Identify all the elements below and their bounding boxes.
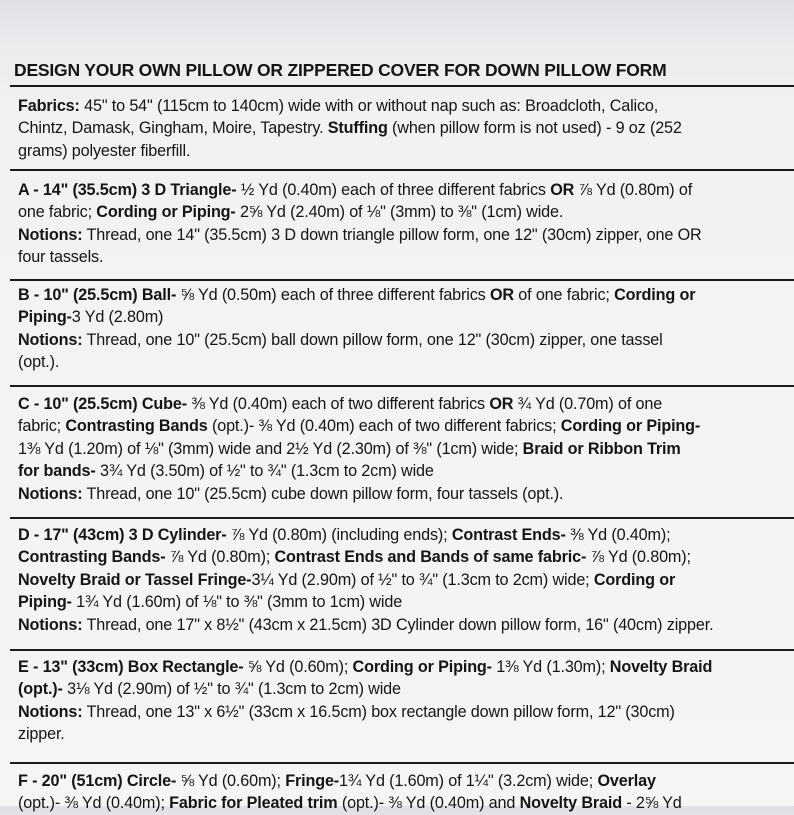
divider-rule [10, 85, 794, 87]
view-c-text: (opt.)- ⅜ Yd (0.40m) each of two different fabrics; [207, 417, 561, 436]
notions-label: Notions: [18, 702, 83, 721]
notions-text: Thread, one 14" (35.5cm) 3 D down triangle pillow form, one 12" (30cm) zipper, one OR [82, 225, 702, 244]
view-e-heading: E - 13" (33cm) Box Rectangle- [18, 658, 244, 676]
view-f-line-2 [18, 792, 790, 814]
divider-rule [10, 279, 794, 281]
view-c-block [18, 393, 790, 505]
fabrics-line-2 [18, 117, 790, 139]
view-c-text: fabric; [18, 417, 66, 436]
piping-label: Piping- [18, 308, 72, 327]
view-e-text: ⅝ Yd (0.60m); [243, 658, 353, 676]
view-a-text: ⅞ Yd (0.80m) of [574, 181, 693, 199]
view-a-block [18, 179, 790, 269]
notions-text: Thread, one 10" (25.5cm) ball down pillow form, one 12" (30cm) zipper, one tassel [82, 330, 663, 349]
view-c-line-4 [18, 460, 790, 482]
view-c-text: ⅜ Yd (0.40m) each of two different fabrics [187, 395, 490, 413]
cording-label: Cording or Piping- [560, 417, 701, 436]
view-d-line-3 [18, 569, 790, 591]
view-e-line-1 [18, 656, 790, 678]
view-f-text: - 2⅝ Yd [621, 794, 682, 813]
view-c-line-1 [18, 393, 790, 415]
cording-label: Cording or Piping- [96, 203, 236, 222]
view-e-block [18, 656, 790, 746]
divider-rule [10, 517, 794, 519]
view-a-heading: A - 14" (35.5cm) 3 D Triangle- [18, 181, 237, 199]
fabrics-text: Chintz, Damask, Gingham, Moire, Tapestry. [18, 119, 328, 138]
view-d-line-4 [18, 591, 790, 613]
view-f-block [18, 770, 790, 815]
view-a-text: 2⅝ Yd (2.40m) of ⅛" (3mm) to ⅜" (1cm) wide. [235, 203, 564, 222]
view-a-line-4 [18, 246, 790, 268]
view-f-heading: F - 20" (51cm) Circle- [18, 772, 177, 790]
divider-rule [10, 169, 794, 171]
view-d-text: ⅞ Yd (0.80m); [165, 548, 275, 567]
view-b-line-4 [18, 351, 790, 373]
notions-label: Notions: [18, 225, 83, 244]
view-c-text: 3¾ Yd (3.50m) of ½" to ¾" (1.3cm to 2cm) wide [95, 462, 434, 481]
view-b-text: ⅝ Yd (0.50m) each of three different fabrics [176, 286, 490, 304]
braid-label: for bands- [18, 462, 96, 481]
view-d-heading: D - 17" (43cm) 3 D Cylinder- [18, 526, 227, 544]
fabrics-block [18, 95, 790, 162]
view-b-text: 3 Yd (2.80m) [71, 308, 164, 327]
notions-label: Notions: [18, 615, 83, 634]
view-e-line-3 [18, 701, 790, 723]
view-d-block [18, 524, 790, 636]
view-d-line-5 [18, 614, 790, 636]
stuffing-text: grams) polyester fiberfill. [18, 141, 191, 160]
view-c-text: ¾ Yd (0.70m) of one [513, 395, 663, 413]
view-b-block [18, 284, 790, 374]
view-f-text: ⅝ Yd (0.60m); [176, 772, 286, 790]
braid-label: Novelty Braid [609, 658, 713, 676]
view-b-line-3 [18, 329, 790, 351]
view-a-line-2 [18, 201, 790, 223]
view-c-heading: C - 10" (25.5cm) Cube- [18, 395, 187, 413]
notions-label: Notions: [18, 484, 83, 503]
cording-label: Cording or [593, 570, 676, 589]
notions-label: Notions: [18, 330, 83, 349]
divider-rule [10, 385, 794, 387]
contrast-ends-label: Contrast Ends- [451, 526, 566, 544]
view-e-line-4 [18, 723, 790, 745]
pleated-trim-label: Fabric for Pleated trim [169, 794, 338, 813]
view-f-text: (opt.)- ⅜ Yd (0.40m); [18, 794, 170, 813]
view-a-line-1 [18, 179, 790, 201]
view-b-line-2 [18, 306, 790, 328]
view-e-text: 1⅜ Yd (1.30m); [491, 658, 610, 676]
fabrics-line-1 [18, 95, 790, 117]
notions-text: Thread, one 13" x 6½" (33cm x 16.5cm) box rectangle down pillow form, 12" (30cm) [82, 702, 675, 721]
view-d-text: ⅜ Yd (0.40m); [565, 526, 671, 544]
or-label: OR [489, 395, 514, 413]
notions-text: (opt.). [18, 353, 60, 372]
view-d-text: ⅞ Yd (0.80m); [586, 548, 691, 567]
view-d-text: ⅞ Yd (0.80m) (including ends); [226, 526, 452, 544]
view-c-line-5 [18, 483, 790, 505]
or-label: OR [550, 181, 575, 199]
cording-label: Cording or Piping- [352, 658, 492, 676]
view-a-text: ½ Yd (0.40m) each of three different fabrics [236, 181, 551, 199]
view-a-text: one fabric; [18, 203, 97, 222]
notions-text: zipper. [18, 725, 65, 744]
view-e-text: 3⅛ Yd (2.90m) of ½" to ¾" (1.3cm to 2cm) wide [62, 680, 401, 699]
divider-rule [10, 649, 794, 651]
view-b-text: of one fabric; [513, 286, 615, 304]
view-d-line-2 [18, 546, 790, 568]
fabrics-text: 45" to 54" (115cm to 140cm) wide with or without nap such as: Broadcloth, Calico, [79, 97, 659, 115]
braid-label: (opt.)- [18, 680, 63, 699]
view-a-line-3 [18, 224, 790, 246]
contrasting-bands-label: Contrasting Bands [65, 417, 208, 436]
view-b-heading: B - 10" (25.5cm) Ball- [18, 286, 177, 304]
notions-text: four tassels. [18, 248, 104, 267]
view-c-text: 1⅜ Yd (1.20m) of ⅛" (3mm) wide and 2½ Yd (2.30m) of ⅜" (1cm) wide; [18, 439, 523, 458]
view-f-text: (opt.)- ⅜ Yd (0.40m) and [337, 794, 520, 813]
section-heading: DESIGN YOUR OWN PILLOW OR ZIPPERED COVER FOR DOWN PILLOW FORM [14, 60, 667, 80]
piping-label: Piping- [18, 593, 72, 612]
overlay-label: Overlay [597, 772, 656, 790]
fabrics-label: Fabrics: [18, 97, 80, 115]
view-f-text: 1¾ Yd (1.60m) of 1¼" (3.2cm) wide; [339, 772, 598, 790]
view-e-line-2 [18, 678, 790, 700]
view-c-line-3 [18, 438, 790, 460]
view-b-line-1 [18, 284, 790, 306]
stuffing-label: Stuffing [327, 119, 388, 138]
view-d-line-1 [18, 524, 790, 546]
divider-rule [10, 762, 794, 764]
view-f-line-1 [18, 770, 790, 792]
view-c-line-2 [18, 415, 790, 437]
contrasting-bands-label: Contrasting Bands- [18, 548, 166, 567]
fabrics-line-3 [18, 140, 790, 162]
or-label: OR [489, 286, 514, 304]
cording-label: Cording or [614, 286, 696, 304]
notions-text: Thread, one 10" (25.5cm) cube down pillow form, four tassels (opt.). [82, 484, 564, 503]
notions-text: Thread, one 17" x 8½" (43cm x 21.5cm) 3D Cylinder down pillow form, 16" (40cm) zipper. [82, 615, 714, 634]
stuffing-text: (when pillow form is not used) - 9 oz (252 [387, 119, 682, 138]
braid-label: Novelty Braid or Tassel Fringe- [18, 570, 252, 589]
fringe-label: Fringe- [285, 772, 340, 790]
contrast-ends-bands-label: Contrast Ends and Bands of same fabric- [274, 548, 587, 567]
view-d-text: 1¾ Yd (1.60m) of ⅛" to ⅜" (3mm to 1cm) wide [71, 593, 403, 612]
braid-label: Novelty Braid [519, 794, 622, 813]
braid-label: Braid or Ribbon Trim [522, 439, 681, 458]
view-d-text: 3¼ Yd (2.90m) of ½" to ¾" (1.3cm to 2cm) wide; [251, 570, 594, 589]
